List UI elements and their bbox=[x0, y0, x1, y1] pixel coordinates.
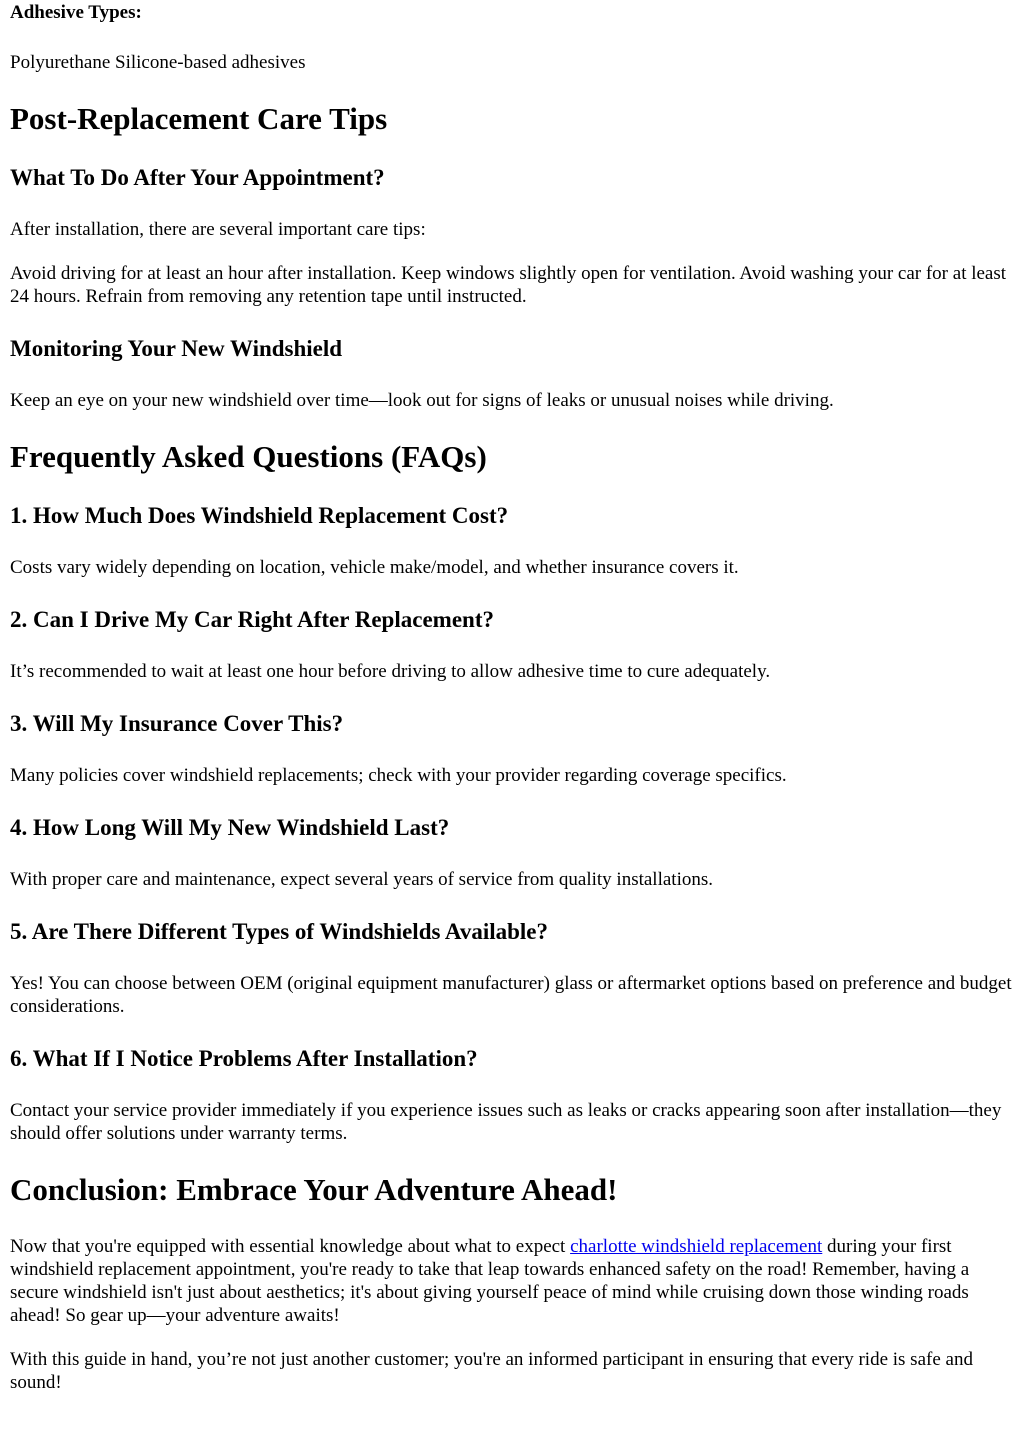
adhesive-types-label: Adhesive Types: bbox=[10, 2, 142, 23]
care-intro-text: After installation, there are several important care tips: bbox=[10, 219, 426, 240]
charlotte-windshield-replacement-link[interactable]: charlotte windshield replacement bbox=[570, 1236, 823, 1257]
conclusion-heading: Conclusion: Embrace Your Adventure Ahead! bbox=[10, 1172, 618, 1207]
faq-answer: It’s recommended to wait at least one hour before driving to allow adhesive time to cure adequately. bbox=[10, 661, 771, 682]
faq-answer: Yes! You can choose between OEM (original equipment manufacturer) glass or aftermarket options based on preference and budget considerations. bbox=[10, 973, 1012, 1017]
faq-heading: Frequently Asked Questions (FAQs) bbox=[10, 439, 487, 474]
conclusion-paragraph bbox=[10, 1235, 1014, 1327]
closing-paragraph: With this guide in hand, you’re not just another customer; you're an informed participant in ensuring that every ride is safe and sound! bbox=[10, 1349, 973, 1393]
adhesive-types-text: Polyurethane Silicone-based adhesives bbox=[10, 52, 306, 73]
faq-question: 1. How Much Does Windshield Replacement Cost? bbox=[10, 503, 509, 528]
faq-question: 5. Are There Different Types of Windshields Available? bbox=[10, 919, 548, 944]
faq-question: 6. What If I Notice Problems After Installation? bbox=[10, 1046, 478, 1071]
faq-question: 3. Will My Insurance Cover This? bbox=[10, 711, 344, 736]
conclusion-text-end: during your first windshield replacement appointment, you're ready to take that leap towards enhanced safety on the road! Remember, having a secure windshield isn't just about aesthetics; it's about giving yourself peace of mind while cruising down those winding roads ahead! So gear up—your adventure awaits! bbox=[10, 1236, 970, 1326]
after-appointment-heading: What To Do After Your Appointment? bbox=[10, 165, 385, 190]
care-tips-text: Avoid driving for at least an hour after installation. Keep windows slightly open for ventilation. Avoid washing your car for at least 24 hours. Refrain from removing any retention tape until instructed. bbox=[10, 263, 1007, 307]
faq-question: 4. How Long Will My New Windshield Last? bbox=[10, 815, 450, 840]
faq-answer: Costs vary widely depending on location, vehicle make/model, and whether insurance covers it. bbox=[10, 557, 739, 578]
faq-answer: Contact your service provider immediately if you experience issues such as leaks or cracks appearing soon after installation—they should offer solutions under warranty terms. bbox=[10, 1100, 1002, 1144]
faq-question: 2. Can I Drive My Car Right After Replacement? bbox=[10, 607, 494, 632]
conclusion-text-start: Now that you're equipped with essential knowledge about what to expect bbox=[10, 1236, 571, 1257]
faq-answer: Many policies cover windshield replacements; check with your provider regarding coverage specifics. bbox=[10, 765, 787, 786]
monitoring-heading: Monitoring Your New Windshield bbox=[10, 336, 343, 361]
monitoring-text: Keep an eye on your new windshield over time—look out for signs of leaks or unusual noises while driving. bbox=[10, 390, 834, 411]
faq-answer: With proper care and maintenance, expect several years of service from quality installations. bbox=[10, 869, 713, 890]
care-tips-heading: Post-Replacement Care Tips bbox=[10, 101, 388, 136]
